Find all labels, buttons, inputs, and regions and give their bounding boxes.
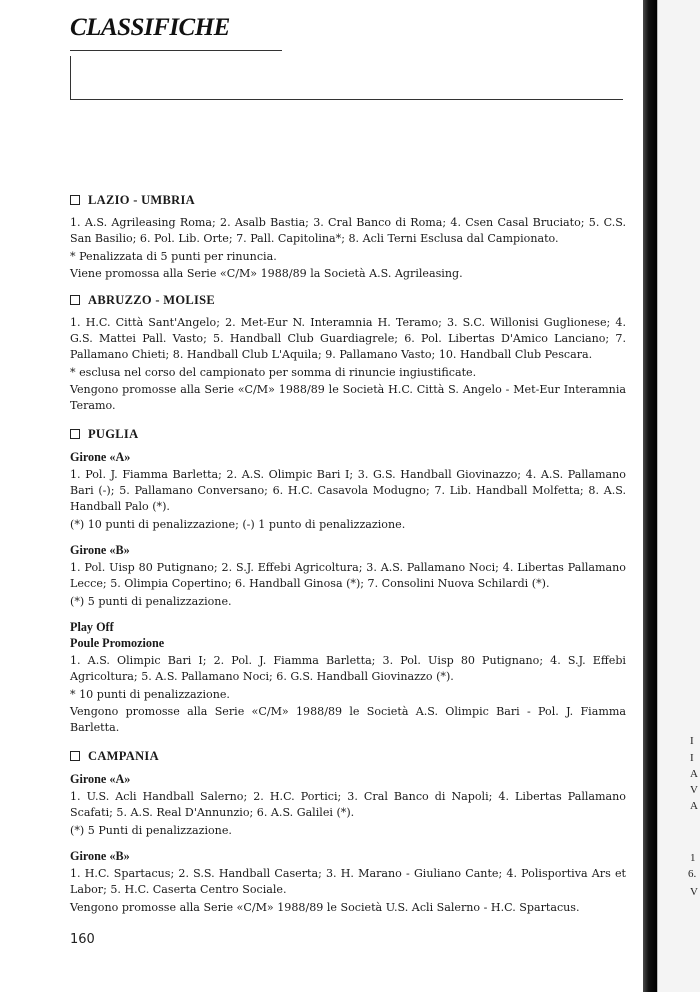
- title-underline: [70, 50, 282, 51]
- facing-page-glyph: 6.: [688, 868, 697, 880]
- playoff-title: Play Off: [70, 620, 114, 634]
- section-campania: [70, 748, 626, 916]
- section-title: PUGLIA: [88, 427, 139, 441]
- facing-page-glyph: I: [690, 752, 694, 764]
- poule-title: Poule Promozione: [70, 636, 165, 650]
- group-title: Girone «B»: [70, 849, 130, 863]
- facing-page-glyph: A: [690, 768, 698, 780]
- promotion-text: Viene promossa alla Serie «C/M» 1988/89 la Società A.S. Agrileasing.: [70, 267, 463, 280]
- facing-page-glyph: I: [690, 735, 694, 747]
- section-lazio-umbria: [70, 192, 626, 282]
- ranking-text: 1. H.C. Spartacus; 2. S.S. Handball Caserta; 3. H. Marano - Giuliano Cante; 4. Polisportiva Ars et Labor; 5. H.C. Caserta Centro Sociale.: [70, 867, 626, 896]
- standings-content: [70, 190, 626, 922]
- facing-page-glyph: A: [690, 800, 698, 812]
- checkbox-icon: [70, 429, 80, 439]
- ranking-text: 1. U.S. Acli Handball Salerno; 2. H.C. Portici; 3. Cral Banco di Napoli; 4. Libertas Pallamano Scafati; 5. A.S. Real D'Annunzio; 6. A.S. Galilei (*).: [70, 790, 626, 819]
- group-title: Girone «A»: [70, 772, 131, 786]
- penalty-note: * Penalizzata di 5 punti per rinuncia.: [70, 250, 277, 263]
- ranking-text: 1. Pol. J. Fiamma Barletta; 2. A.S. Olimpic Bari I; 3. G.S. Handball Giovinazzo; 4. A.S. Pallamano Bari (-); 5. Pallamano Conversano; 6. H.C. Casavola Modugno; 7. Lib. Handball Molfetta; 8. A.S. Handball Palo (*).: [70, 468, 626, 513]
- ranking-text: 1. A.S. Olimpic Bari I; 2. Pol. J. Fiamma Barletta; 3. Pol. Uisp 80 Putignano; 4. S.J. Effebi Agricoltura; 5. A.S. Pallamano Noci; 6. G.S. Handball Giovinazzo (*).: [70, 654, 626, 683]
- facing-page-edge: [657, 0, 700, 992]
- section-title: ABRUZZO - MOLISE: [88, 293, 216, 307]
- facing-page-glyph: V: [690, 784, 698, 796]
- checkbox-icon: [70, 751, 80, 761]
- section-puglia: [70, 426, 626, 736]
- book-spine-shadow: [643, 0, 657, 992]
- checkbox-icon: [70, 195, 80, 205]
- penalty-note: (*) 5 Punti di penalizzazione.: [70, 824, 232, 837]
- section-title: LAZIO - UMBRIA: [88, 193, 195, 207]
- promotion-text: Vengono promosse alla Serie «C/M» 1988/89 le Società U.S. Acli Salerno - H.C. Spartacus.: [70, 901, 580, 914]
- penalty-note: * 10 punti di penalizzazione.: [70, 688, 230, 701]
- facing-page-glyph: V: [690, 886, 698, 898]
- page-title: CLASSIFICHE: [70, 14, 230, 41]
- facing-page-glyph: 1: [690, 852, 696, 864]
- header-box: [70, 56, 623, 100]
- group-title: Girone «A»: [70, 450, 131, 464]
- page-number: 160: [70, 932, 95, 947]
- ranking-text: 1. H.C. Città Sant'Angelo; 2. Met-Eur N. Interamnia H. Teramo; 3. S.C. Willonisi Guglionese; 4. G.S. Mattei Pall. Vasto; 5. Handball Club Guardiagrele; 6. Pol. Libertas D'Amico Lanciano; 7. Pallamano Chieti; 8. Handball Club L'Aquila; 9. Pallamano Vasto; 10. Handball Club Pescara.: [70, 316, 626, 361]
- penalty-note: * esclusa nel corso del campionato per somma di rinuncie ingiustificate.: [70, 366, 477, 379]
- promotion-text: Vengono promosse alla Serie «C/M» 1988/89 le Società H.C. Città S. Angelo - Met-Eur Interamnia Teramo.: [70, 383, 626, 412]
- ranking-text: 1. A.S. Agrileasing Roma; 2. Asalb Bastia; 3. Cral Banco di Roma; 4. Csen Casal Bruciato; 5. C.S. San Basilio; 6. Pol. Lib. Orte; 7. Pall. Capitolina*; 8. Acli Terni Esclusa dal Campionato.: [70, 216, 626, 245]
- promotion-text: Vengono promosse alla Serie «C/M» 1988/89 le Società A.S. Olimpic Bari - Pol. J. Fiamma Barletta.: [70, 705, 626, 734]
- checkbox-icon: [70, 295, 80, 305]
- penalty-note: (*) 5 punti di penalizzazione.: [70, 595, 232, 608]
- ranking-text: 1. Pol. Uisp 80 Putignano; 2. S.J. Effebi Agricoltura; 3. A.S. Pallamano Noci; 4. Libertas Pallamano Lecce; 5. Olimpia Copertino; 6. Handball Ginosa (*); 7. Consolini Nuova Schilardi (*).: [70, 561, 626, 590]
- section-title: CAMPANIA: [88, 749, 159, 763]
- penalty-note: (*) 10 punti di penalizzazione; (-) 1 punto di penalizzazione.: [70, 518, 406, 531]
- group-title: Girone «B»: [70, 543, 130, 557]
- section-abruzzo-molise: [70, 292, 626, 414]
